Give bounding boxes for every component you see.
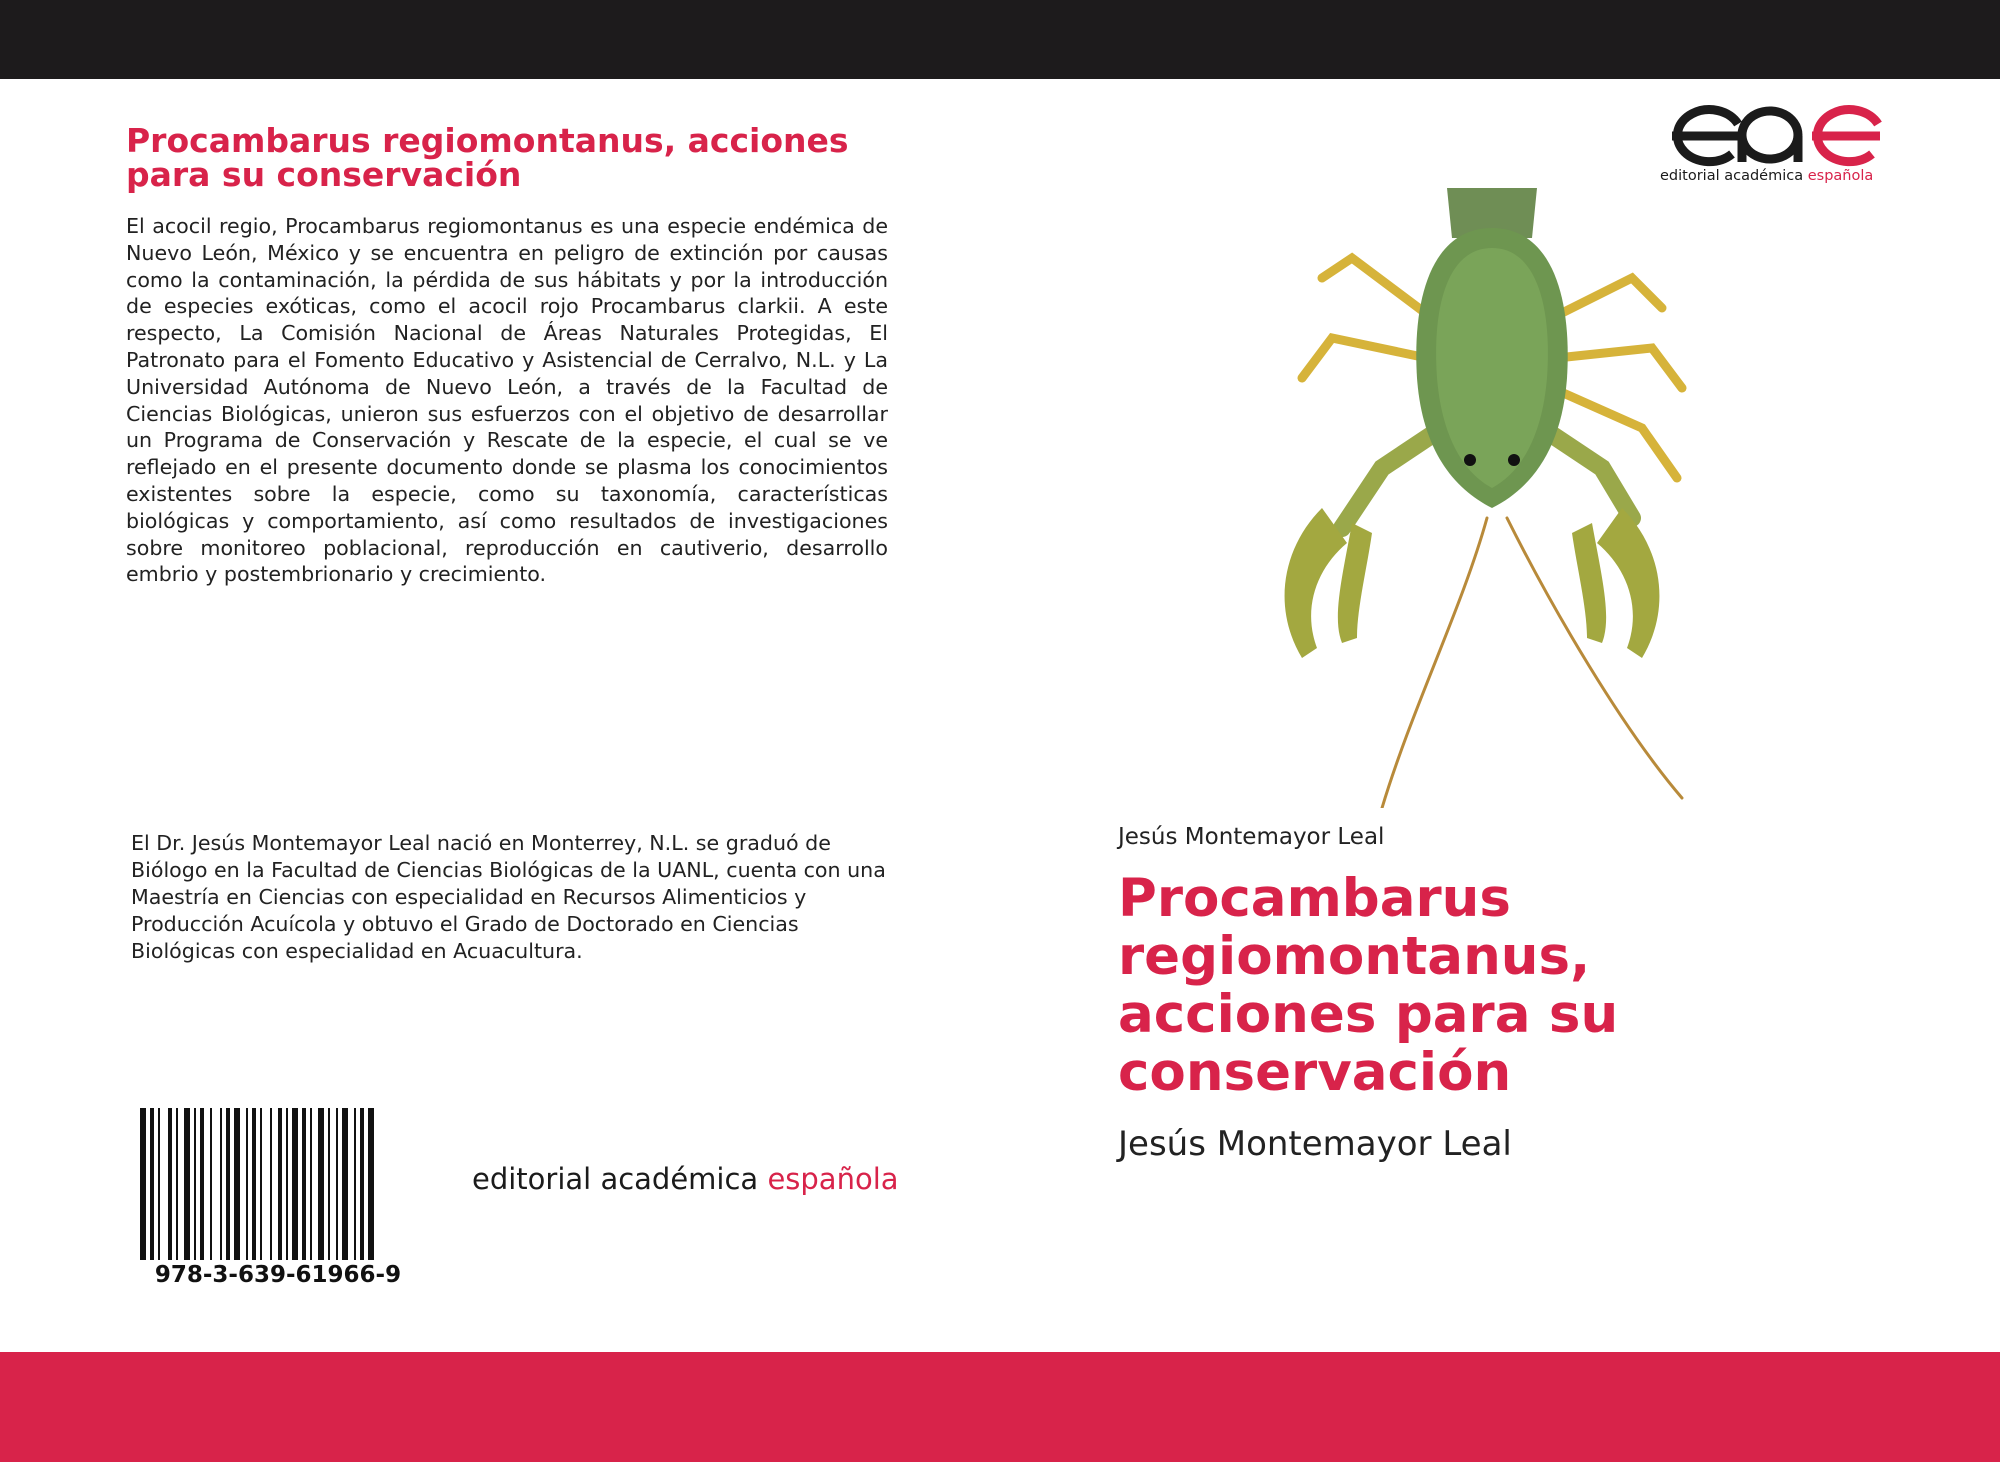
bottom-band [0, 1352, 2000, 1462]
publisher-name-prefix: editorial académica [472, 1162, 759, 1196]
back-cover-blurb: El acocil regio, Procambarus regiomontanus es una especie endémica de Nuevo León, México y se encuentra en peligro de extinción por causas como la contaminación, la pérdida de sus hábitats y por la introducción de especies exóticas, como el acocil rojo Procambarus clarkii. A este respecto, La Comisión Nacional de Áreas Naturales Protegidas, El Patronato para el Fomento Educativo y Asistencial de Cerralvo, N.L. y La Universidad Autónoma de Nuevo León, a través de la Facultad de Ciencias Biológicas, unieron sus esfuerzos con el objetivo de desarrollar un Programa de Conservación y Rescate de la especie, el cual se ve reflejado en el presente documento donde se plasma los conocimientos existentes sobre la especie, como su taxonomía, características biológicas y comportamiento, así como resultados de investigaciones sobre monitoreo poblacional, reproducción en cautiverio, desarrollo embrio y postembrionario y crecimiento. [126, 214, 888, 587]
front-cover-author-small: Jesús Montemayor Leal [1118, 824, 1385, 850]
publisher-name [472, 1162, 912, 1196]
crayfish-illustration [1262, 188, 1722, 808]
author-biography: El Dr. Jesús Montemayor Leal nació en Monterrey, N.L. se graduó de Biólogo en la Facultad de Ciencias Biológicas de la UANL, cuenta con una Maestría en Ciencias con especialidad en Recursos Alimenticios y Producción Acuícola y obtuvo el Grado de Doctorado en Ciencias Biológicas con especialidad en Acuacultura. [131, 831, 886, 963]
logo-caption [1660, 168, 1890, 184]
isbn-number: 978-3-639-61966-9 [154, 1262, 402, 1288]
publisher-name-accent: española [767, 1162, 899, 1196]
top-band [0, 0, 2000, 79]
front-cover-title: Procambarus regiomontanus, acciones para su conservación [1118, 868, 1619, 1103]
logo-caption-prefix: editorial académica [1660, 168, 1804, 184]
logo-caption-accent: española [1807, 168, 1874, 184]
back-cover-title: Procambarus regiomontanus, acciones para su conservación [126, 121, 849, 194]
isbn-barcode [138, 1108, 418, 1260]
front-cover-author-large: Jesús Montemayor Leal [1118, 1124, 1512, 1164]
